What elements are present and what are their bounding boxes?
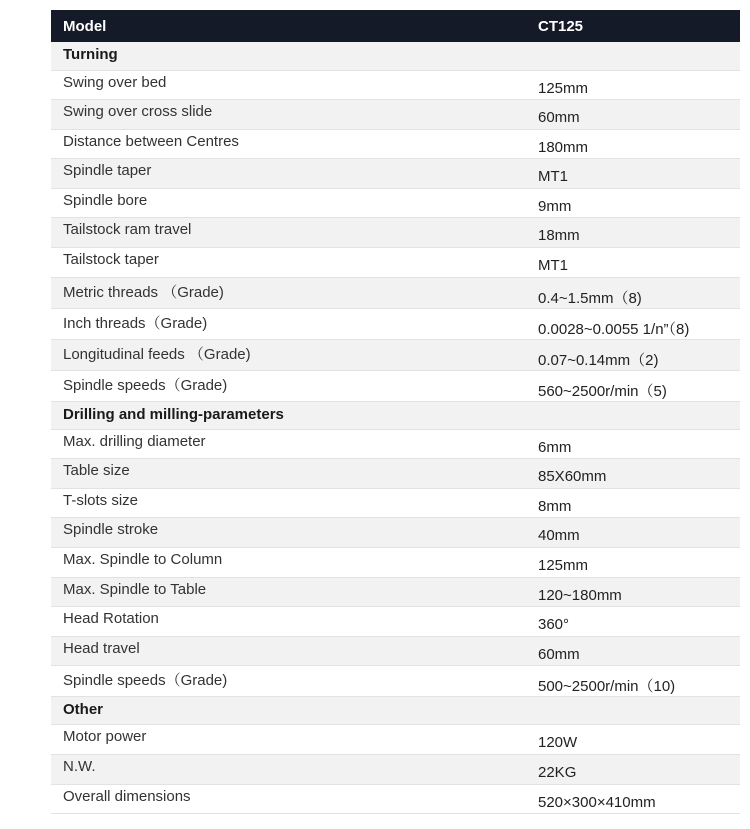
spec-value: 60mm xyxy=(538,109,580,127)
spec-row xyxy=(51,277,740,308)
spec-value: 560~2500r/min（5) xyxy=(538,382,667,400)
spec-value: 85X60mm xyxy=(538,468,607,486)
spec-value: 18mm xyxy=(538,227,580,245)
spec-label: Motor power xyxy=(63,728,147,746)
spec-row xyxy=(51,100,740,130)
spec-row xyxy=(51,548,740,578)
spec-label: Table size xyxy=(63,462,130,480)
spec-row xyxy=(51,488,740,518)
spec-label: Max. Spindle to Column xyxy=(63,551,223,569)
spec-row xyxy=(51,339,740,370)
spec-value xyxy=(526,697,740,725)
spec-value: 125mm xyxy=(538,79,589,97)
header-model-value: CT125 xyxy=(526,10,740,42)
spec-value: 0.0028~0.0055 1/n”（8) xyxy=(538,320,690,338)
section-row xyxy=(51,401,740,429)
spec-label: Spindle stroke xyxy=(63,521,159,539)
spec-label: Swing over bed xyxy=(63,73,167,91)
spec-value: 120~180mm xyxy=(538,586,622,604)
spec-label: N.W. xyxy=(63,758,96,775)
spec-value: 125mm xyxy=(538,557,589,575)
spec-value: 8mm xyxy=(538,497,572,515)
spec-table-header xyxy=(51,10,740,42)
spec-label: Longitudinal feeds （Grade) xyxy=(63,345,251,363)
spec-label: Max. drilling diameter xyxy=(63,432,206,450)
spec-row xyxy=(51,577,740,607)
spec-row xyxy=(51,188,740,218)
spec-row xyxy=(51,248,740,278)
section-title: Drilling and milling-parameters xyxy=(63,405,284,423)
spec-label: Head travel xyxy=(63,639,140,657)
spec-label: Metric threads （Grade) xyxy=(63,283,224,301)
spec-table-body xyxy=(51,42,740,814)
spec-label: Distance between Centres xyxy=(63,132,239,150)
spec-value: 9mm xyxy=(538,197,572,215)
spec-row xyxy=(51,784,740,814)
spec-row xyxy=(51,370,740,401)
spec-value xyxy=(526,42,740,70)
header-model-label: Model xyxy=(51,10,526,42)
spec-value: 520×300×410mm xyxy=(538,793,656,811)
spec-table xyxy=(51,10,740,814)
section-title: Turning xyxy=(63,46,118,63)
spec-row xyxy=(51,666,740,697)
spec-row xyxy=(51,218,740,248)
spec-label: Swing over cross slide xyxy=(63,103,213,121)
section-row xyxy=(51,697,740,725)
spec-label: Tailstock ram travel xyxy=(63,221,192,239)
spec-row xyxy=(51,429,740,459)
spec-row xyxy=(51,518,740,548)
spec-value: 120W xyxy=(538,734,578,752)
spec-row xyxy=(51,755,740,785)
spec-value: 500~2500r/min（10) xyxy=(538,678,676,696)
spec-row xyxy=(51,159,740,189)
spec-label: T-slots size xyxy=(63,491,139,509)
spec-row xyxy=(51,308,740,339)
spec-label: Spindle speeds（Grade) xyxy=(63,376,228,394)
spec-row xyxy=(51,725,740,755)
spec-row xyxy=(51,607,740,637)
spec-value: 0.4~1.5mm（8) xyxy=(538,289,642,307)
spec-row xyxy=(51,636,740,666)
spec-row xyxy=(51,459,740,489)
spec-label: Inch threads（Grade) xyxy=(63,314,208,332)
spec-value: 180mm xyxy=(538,138,589,156)
spec-label: Spindle bore xyxy=(63,191,148,209)
spec-value: 6mm xyxy=(538,438,572,456)
spec-value: 22KG xyxy=(538,764,577,781)
spec-value: MT1 xyxy=(538,168,568,186)
spec-label: Overall dimensions xyxy=(63,787,191,805)
spec-row xyxy=(51,129,740,159)
spec-label: Spindle speeds（Grade) xyxy=(63,672,228,690)
header-row xyxy=(51,10,740,42)
section-row xyxy=(51,42,740,70)
spec-label: Max. Spindle to Table xyxy=(63,580,207,598)
spec-label: Tailstock taper xyxy=(63,251,159,269)
spec-value xyxy=(526,401,740,429)
spec-value: 360° xyxy=(538,616,570,634)
spec-row xyxy=(51,70,740,100)
spec-label: Head Rotation xyxy=(63,610,159,628)
spec-value: 0.07~0.14mm（2) xyxy=(538,351,659,369)
spec-label: Spindle taper xyxy=(63,162,152,180)
spec-value: MT1 xyxy=(538,257,568,275)
spec-value: 60mm xyxy=(538,645,580,663)
spec-value: 40mm xyxy=(538,527,580,545)
section-title: Other xyxy=(63,701,104,719)
